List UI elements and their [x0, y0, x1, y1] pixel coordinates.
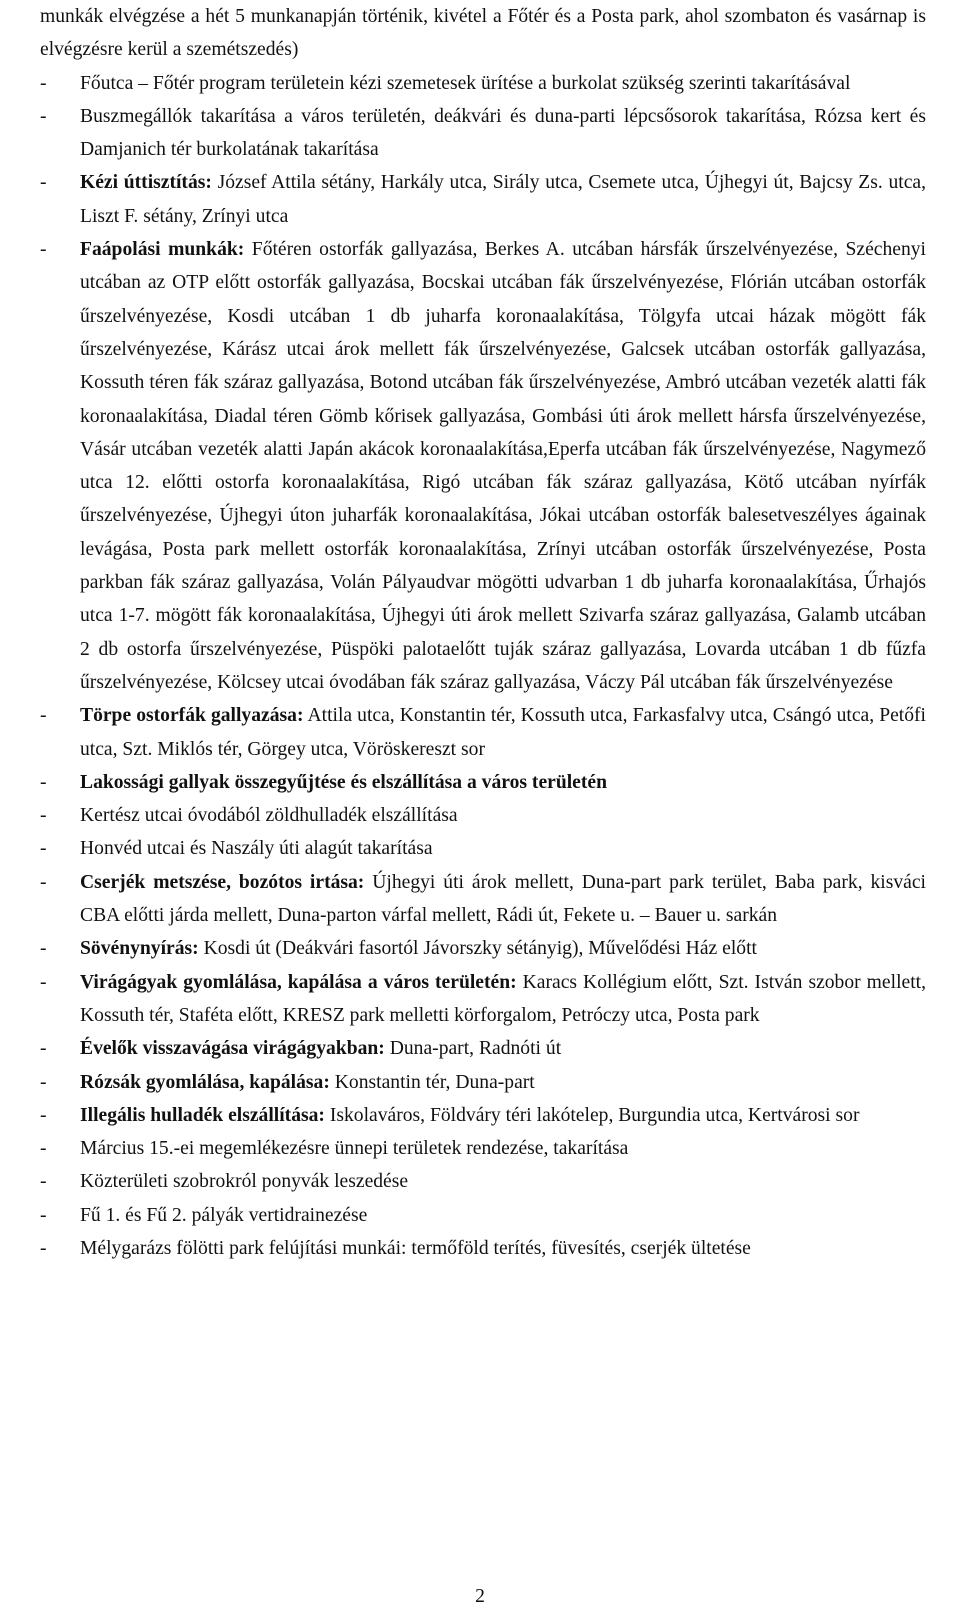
list-item-content [80, 938, 757, 959]
list-item-heading: Sövénynyírás: [80, 938, 199, 960]
list-item-heading: Cserjék metszése, bozótos irtása: [80, 871, 365, 893]
intro-paragraph: munkák elvégzése a hét 5 munkanapján történik, kivétel a Főtér és a Posta park, ahol szombaton és vasárnap is elvégzésre kerül a szemétszedés) [40, 6, 926, 61]
list-item [40, 1132, 926, 1165]
list-item-content [80, 1105, 859, 1126]
list-item-content [80, 1072, 535, 1093]
bullet-dash: - [40, 1038, 47, 1060]
list-item [40, 799, 926, 832]
bullet-dash: - [40, 105, 47, 127]
list-item-text: Attila utca, Konstantin tér, Kossuth utca, Farkasfalvy utca, Csángó utca, Petőfi utca, Szt. Miklós tér, Görgey utca, Vöröskereszt sor [80, 705, 926, 760]
bullet-dash: - [40, 805, 47, 827]
bullet-dash: - [40, 771, 47, 793]
list-item-text: József Attila sétány, Harkály utca, Sirály utca, Csemete utca, Újhegyi út, Bajcsy Zs. utca, Liszt F. sétány, Zrínyi utca [80, 172, 926, 227]
list-item-text: Főtéren ostorfák gallyazása, Berkes A. utcában hársfák űrszelvényezése, Széchenyi utcában az OTP előtt ostorfák gallyazása, Bocskai utcában fák űrszelvényezése, Flórián utcában ostorfák űrszelvényezése, Kosdi utcában 1 db juharfa koronaalakítása, Tölgyfa utcai házak mögött fák űrszelvényezése, Kárász utcai árok mellett fák űrszelvényezése, Galcsek utcában ostorfák gallyazása, Kossuth téren fák száraz gallyazása, Botond utcában fák űrszelvényezése, Ambró utcában vezeték alatti fák koronaalakítása, Diadal téren Gömb kőrisek gallyazása, Gombási úti árok mellett hársfa űrszelvényezése, Vásár utcában vezeték alatti Japán akácok koronaalakítása,Eperfa utcában fák űrszelvényezése, Nagymező utca 12. előtti ostorfa koronaalakítása, Rigó utcában fák száraz gallyazása, Kötő utcában nyírfák űrszelvényezése, Újhegyi úton juharfák koronaalakítása, Jókai utcában ostorfák balesetveszélyes ágainak levágása, Posta park mellett ostorfák koronaalakítása, Zrínyi utcában ostorfák űrszelvényezése, Posta parkban fák száraz gallyazása, Volán Pályaudvar mögötti udvarban 1 db juharfa koronaalakítása, Űrhajós utca 1-7. mögött fák koronaalakítása, Újhegyi úti árok mellett Szivarfa száraz gallyazása, Galamb utcában 2 db ostorfa űrszelvényezése, Püspöki palotaelőtt tuják száraz gallyazása, Lovarda utcában 1 db fűzfa űrszelvényezése, Kölcsey utcai óvodában fák száraz gallyazása, Váczy Pál utcában fák űrszelvényezése [80, 239, 926, 693]
list-item-content [80, 972, 926, 1026]
list-item-text: Újhegyi úti árok mellett, Duna-part park terület, Baba park, kisváci CBA előtti járda mellett, Duna-parton várfal mellett, Rádi út, Fekete u. – Bauer u. sarkán [80, 871, 927, 927]
bullet-dash: - [40, 938, 47, 960]
list-item-heading: Rózsák gyomlálása, kapálása: [80, 1071, 330, 1093]
list-item-heading: Illegális hulladék elszállítása: [80, 1104, 325, 1126]
list-item [40, 1066, 926, 1099]
list-item-text: Karacs Kollégium előtt, Szt. István szobor mellett, Kossuth tér, Staféta előtt, KRESZ park melletti körforgalom, Petróczy utca, Posta park [80, 971, 926, 1026]
list-item [40, 1232, 926, 1265]
list-item [40, 166, 926, 233]
list-item [40, 1199, 926, 1232]
bullet-dash: - [40, 1104, 47, 1126]
list-item-text: Iskolaváros, Földváry téri lakótelep, Burgundia utca, Kertvárosi sor [324, 1104, 860, 1126]
list-item-content [80, 239, 926, 693]
list-item-content [80, 1138, 628, 1159]
bullet-dash: - [40, 1071, 47, 1093]
list-item-content [80, 705, 926, 759]
list-item-text: Mélygarázs fölötti park felújítási munkái: termőföld terítés, füvesítés, cserjék ültetése [80, 1237, 751, 1259]
list-item [40, 932, 926, 965]
list-item [40, 1099, 926, 1132]
bullet-dash: - [40, 172, 47, 194]
bullet-dash: - [40, 1138, 47, 1160]
list-item-content [80, 1171, 408, 1192]
list-item-heading: Faápolási munkák: [80, 239, 245, 261]
list-item [40, 100, 926, 167]
list-item-content [80, 106, 926, 160]
bullet-dash: - [40, 1237, 47, 1259]
list-item-content [80, 172, 926, 226]
list-item [40, 233, 926, 699]
list-item-text: Főutca – Főtér program területein kézi szemetesek ürítése a burkolat szükség szerinti takarításával [80, 72, 851, 94]
list-item-content [80, 1038, 561, 1059]
document-body [40, 0, 926, 1265]
bullet-dash: - [40, 871, 47, 893]
list-item-heading: Kézi úttisztítás: [80, 172, 212, 194]
list-item-text: Buszmegállók takarítása a város területén, deákvári és duna-parti lépcsősorok takarítása, Rózsa kert és Damjanich tér burkolatának takarítása [80, 105, 926, 161]
list-item-text: Duna-part, Radnóti út [384, 1038, 562, 1060]
page-number: 2 [475, 1586, 485, 1607]
bullet-dash: - [40, 705, 47, 727]
bullet-dash: - [40, 1171, 47, 1193]
list-item-heading: Törpe ostorfák gallyazása: [80, 705, 304, 727]
list-item-text: Március 15.-ei megemlékezésre ünnepi területek rendezése, takarítása [80, 1138, 629, 1160]
list-item [40, 1032, 926, 1065]
list-item-text: Kertész utcai óvodából zöldhulladék elszállítása [80, 805, 458, 827]
list-item-text: Honvéd utcai és Naszály úti alagút takarítása [80, 838, 433, 860]
list-item [40, 766, 926, 799]
list-item-text: Konstantin tér, Duna-part [329, 1071, 535, 1093]
list-item [40, 866, 926, 933]
list-item-heading: Évelők visszavágása virágágyakban: [80, 1038, 385, 1060]
list-item [40, 966, 926, 1033]
list-item-content [80, 805, 458, 826]
list-item-text: Fű 1. és Fű 2. pályák vertidrainezése [80, 1204, 368, 1226]
list-item-content [80, 772, 607, 793]
list-item [40, 699, 926, 766]
list-item [40, 67, 926, 100]
list-item-content [80, 1238, 751, 1259]
bullet-dash: - [40, 72, 47, 94]
list-item [40, 832, 926, 865]
bullet-dash: - [40, 239, 47, 261]
list-item-content [80, 872, 926, 926]
bullet-dash: - [40, 1204, 47, 1226]
list-item-content [80, 1205, 367, 1226]
list-item-text: Kosdi út (Deákvári fasortól Jávorszky sétányig), Művelődési Ház előtt [198, 938, 757, 960]
list-item-content [80, 838, 433, 859]
list-item-heading: Virágágyak gyomlálása, kapálása a város területén: [80, 971, 517, 993]
list-item-heading: Lakossági gallyak összegyűjtése és elszállítása a város területén [80, 771, 607, 793]
list-item [40, 1165, 926, 1198]
task-list [40, 67, 926, 1266]
bullet-dash: - [40, 971, 47, 993]
bullet-dash: - [40, 838, 47, 860]
list-item-text: Közterületi szobrokról ponyvák leszedése [80, 1171, 409, 1193]
list-item-content [80, 73, 850, 94]
